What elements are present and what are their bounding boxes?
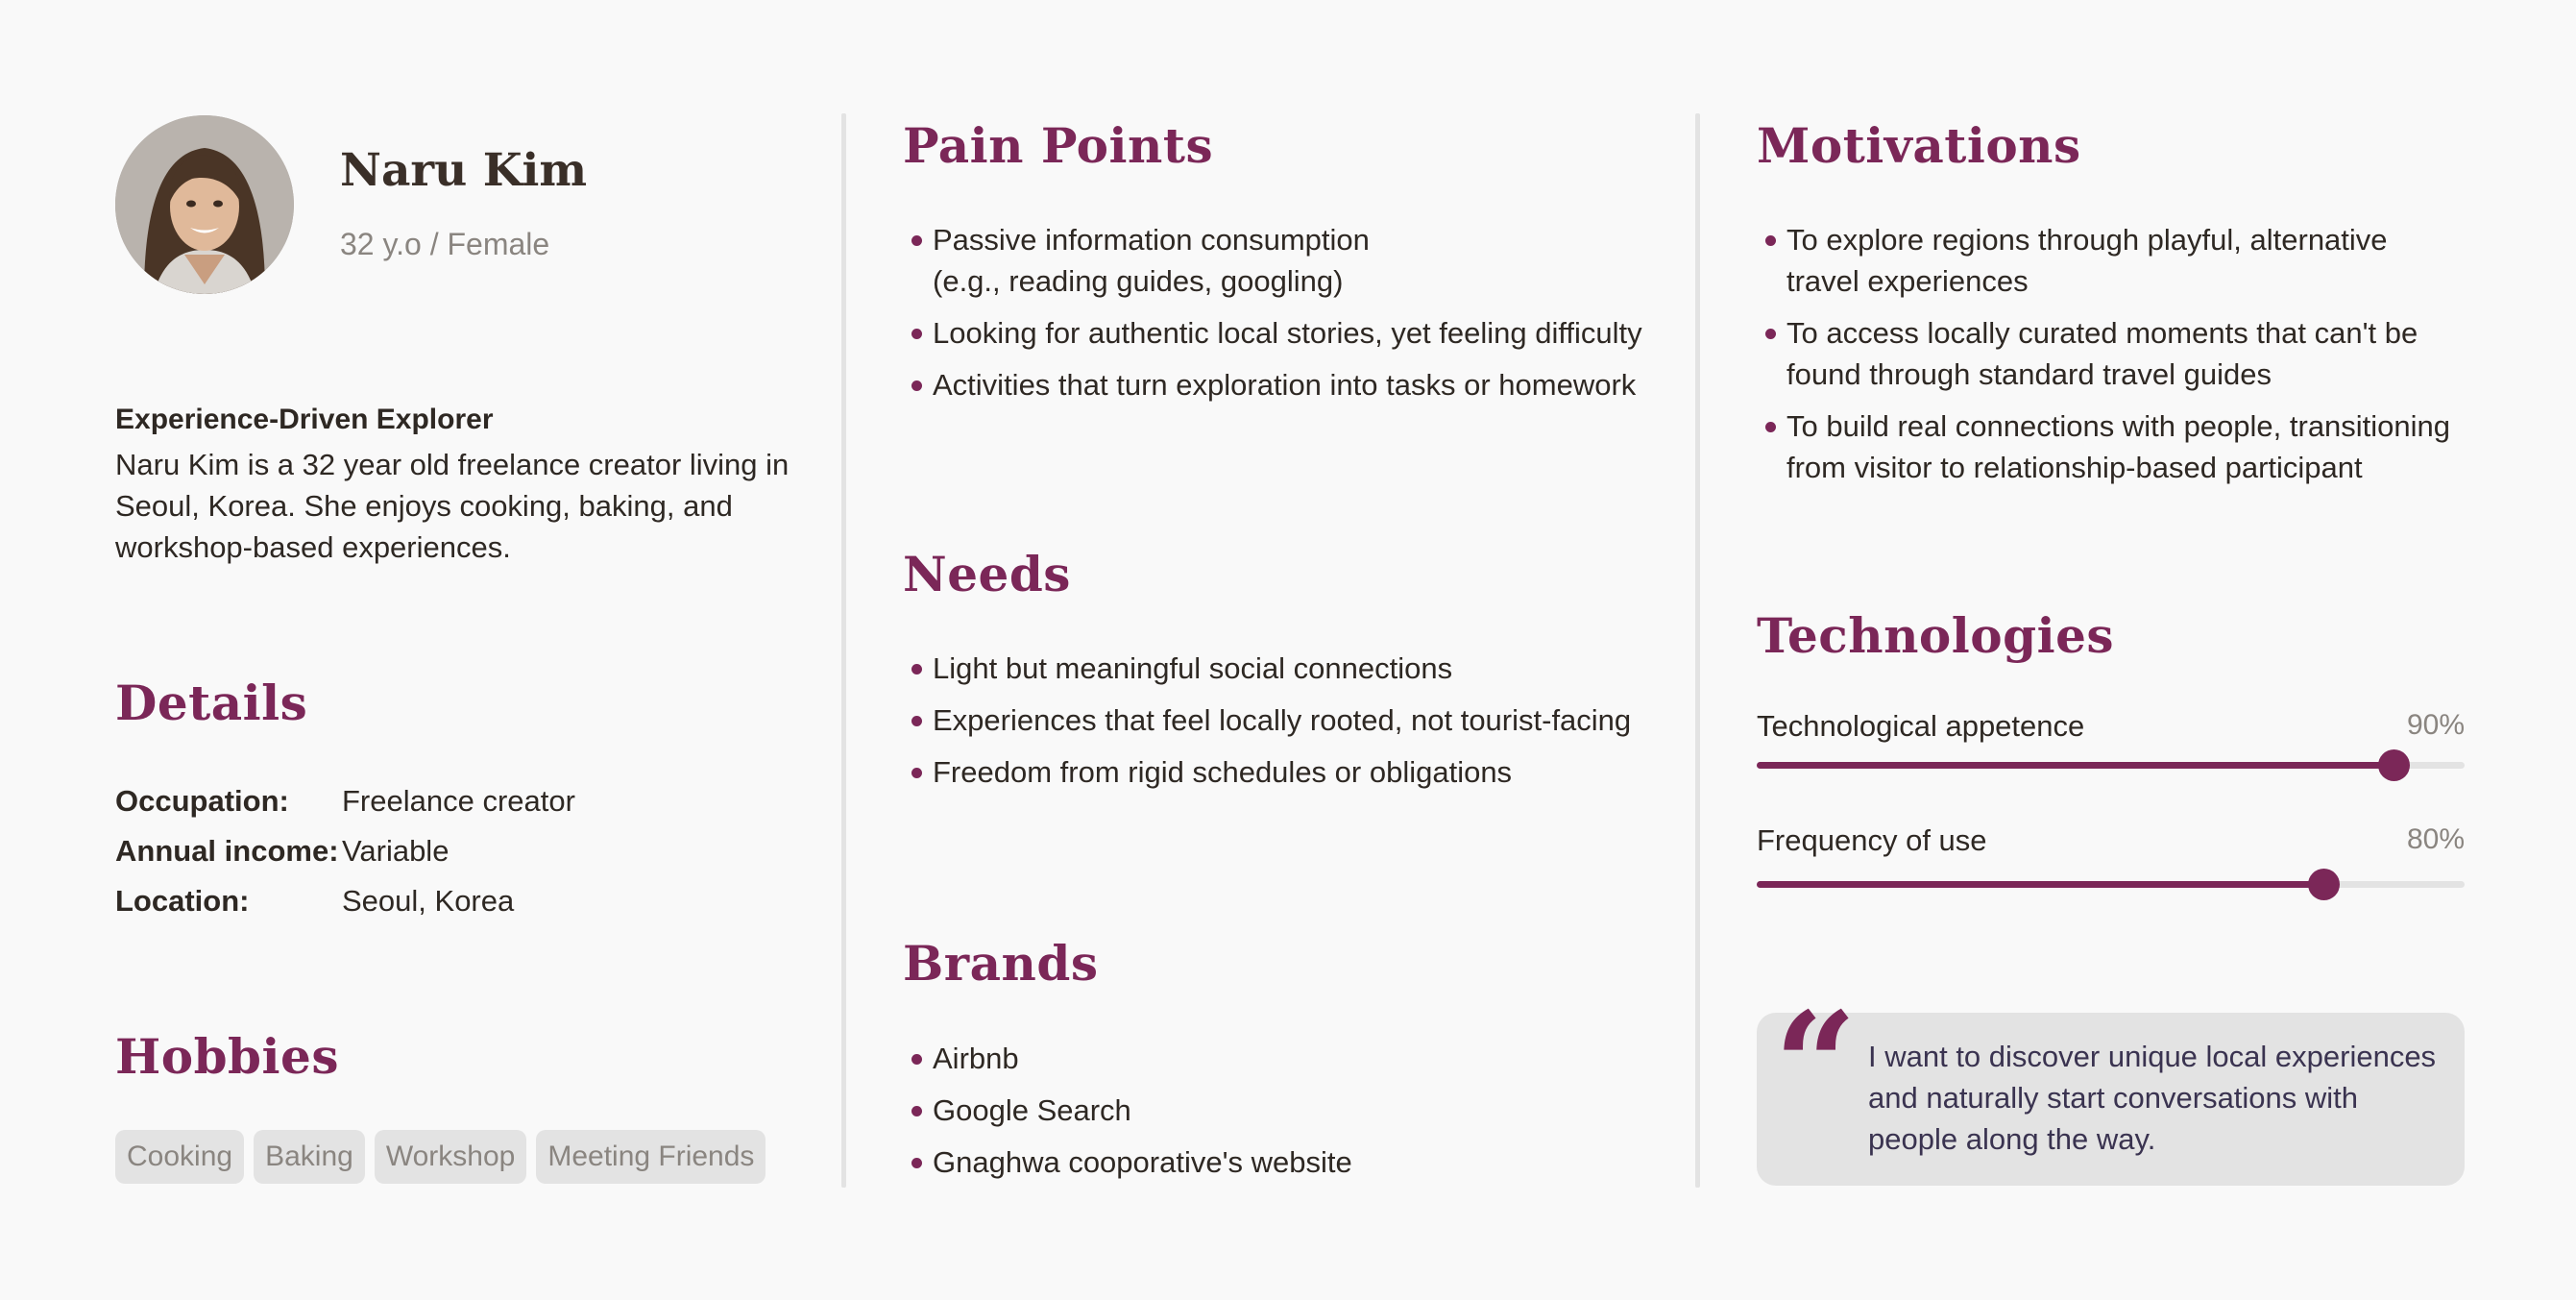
detail-label: Occupation: — [115, 784, 289, 818]
hobby-chip: Workshop — [375, 1130, 527, 1184]
list-item: Freedom from rigid schedules or obligations — [903, 751, 1652, 793]
detail-value: Freelance creator — [342, 784, 575, 818]
technologies-heading: Technologies — [1757, 607, 2115, 664]
needs-heading: Needs — [903, 546, 1071, 602]
hobby-chips — [115, 1130, 766, 1184]
middle-column — [903, 0, 1671, 1300]
brands-list — [903, 1038, 1652, 1193]
hobby-chip: Meeting Friends — [536, 1130, 766, 1184]
slider-knob — [2308, 869, 2340, 900]
slider-track — [1757, 881, 2465, 888]
column-divider — [1695, 113, 1700, 1188]
list-item: Airbnb — [903, 1038, 1652, 1079]
list-item: To access locally curated moments that can't be found through standard travel guides — [1757, 312, 2467, 395]
list-item: Gnaghwa cooporative's website — [903, 1141, 1652, 1183]
avatar-portrait-icon — [115, 115, 294, 294]
motivations-list — [1757, 219, 2467, 499]
motivations-heading: Motivations — [1757, 117, 2081, 174]
list-item: Activities that turn exploration into tasks or homework — [903, 364, 1652, 405]
list-item: Passive information consumption (e.g., reading guides, googling) — [903, 219, 1402, 302]
detail-row-location — [115, 876, 575, 926]
slider-fill — [1757, 762, 2394, 769]
quote-icon: “ — [1774, 981, 1858, 1150]
list-item: Looking for authentic local stories, yet feeling difficulty — [903, 312, 1652, 354]
slider-fill — [1757, 881, 2323, 888]
tech-label: Technological appetence — [1757, 709, 2085, 743]
tech-percent: 90% — [2406, 709, 2465, 741]
quote-text: I want to discover unique local experiences and naturally start conversations with people along the way. — [1868, 1040, 2437, 1156]
list-item: To explore regions through playful, alternative travel experiences — [1757, 219, 2467, 302]
list-item: Experiences that feel locally rooted, not tourist-facing — [903, 699, 1652, 741]
detail-value: Variable — [342, 834, 450, 868]
hobby-chip: Baking — [254, 1130, 365, 1184]
list-item: To build real connections with people, transitioning from visitor to relationship-based participant — [1757, 405, 2467, 488]
detail-value: Seoul, Korea — [342, 884, 515, 918]
persona-description: Naru Kim is a 32 year old freelance creator living in Seoul, Korea. She enjoys cooking, baking, and workshop-based experiences. — [115, 448, 790, 564]
needs-list — [903, 648, 1652, 803]
hobbies-heading: Hobbies — [115, 1028, 339, 1085]
profile-column — [115, 0, 788, 1300]
detail-label: Location: — [115, 884, 250, 918]
slider-track — [1757, 762, 2465, 769]
right-column — [1757, 0, 2467, 1300]
persona-age-gender: 32 y.o / Female — [340, 227, 550, 261]
slider-knob — [2378, 749, 2410, 781]
quote-box — [1757, 981, 2465, 1186]
list-item: Light but meaningful social connections — [903, 648, 1652, 689]
avatar — [115, 115, 294, 294]
hobby-chip: Cooking — [115, 1130, 244, 1184]
brands-heading: Brands — [903, 935, 1099, 992]
pain-points-list — [903, 219, 1652, 416]
column-divider — [841, 113, 846, 1188]
details-list — [115, 776, 575, 926]
persona-title: Experience-Driven Explorer — [115, 404, 494, 435]
detail-row-occupation — [115, 776, 575, 826]
details-heading: Details — [115, 675, 308, 731]
persona-name: Naru Kim — [340, 144, 588, 197]
list-item: Google Search — [903, 1090, 1652, 1131]
tech-percent: 80% — [2406, 823, 2465, 855]
pain-points-heading: Pain Points — [903, 117, 1214, 174]
tech-label: Frequency of use — [1757, 823, 1987, 857]
detail-row-income — [115, 826, 575, 876]
detail-label: Annual income: — [115, 834, 339, 868]
